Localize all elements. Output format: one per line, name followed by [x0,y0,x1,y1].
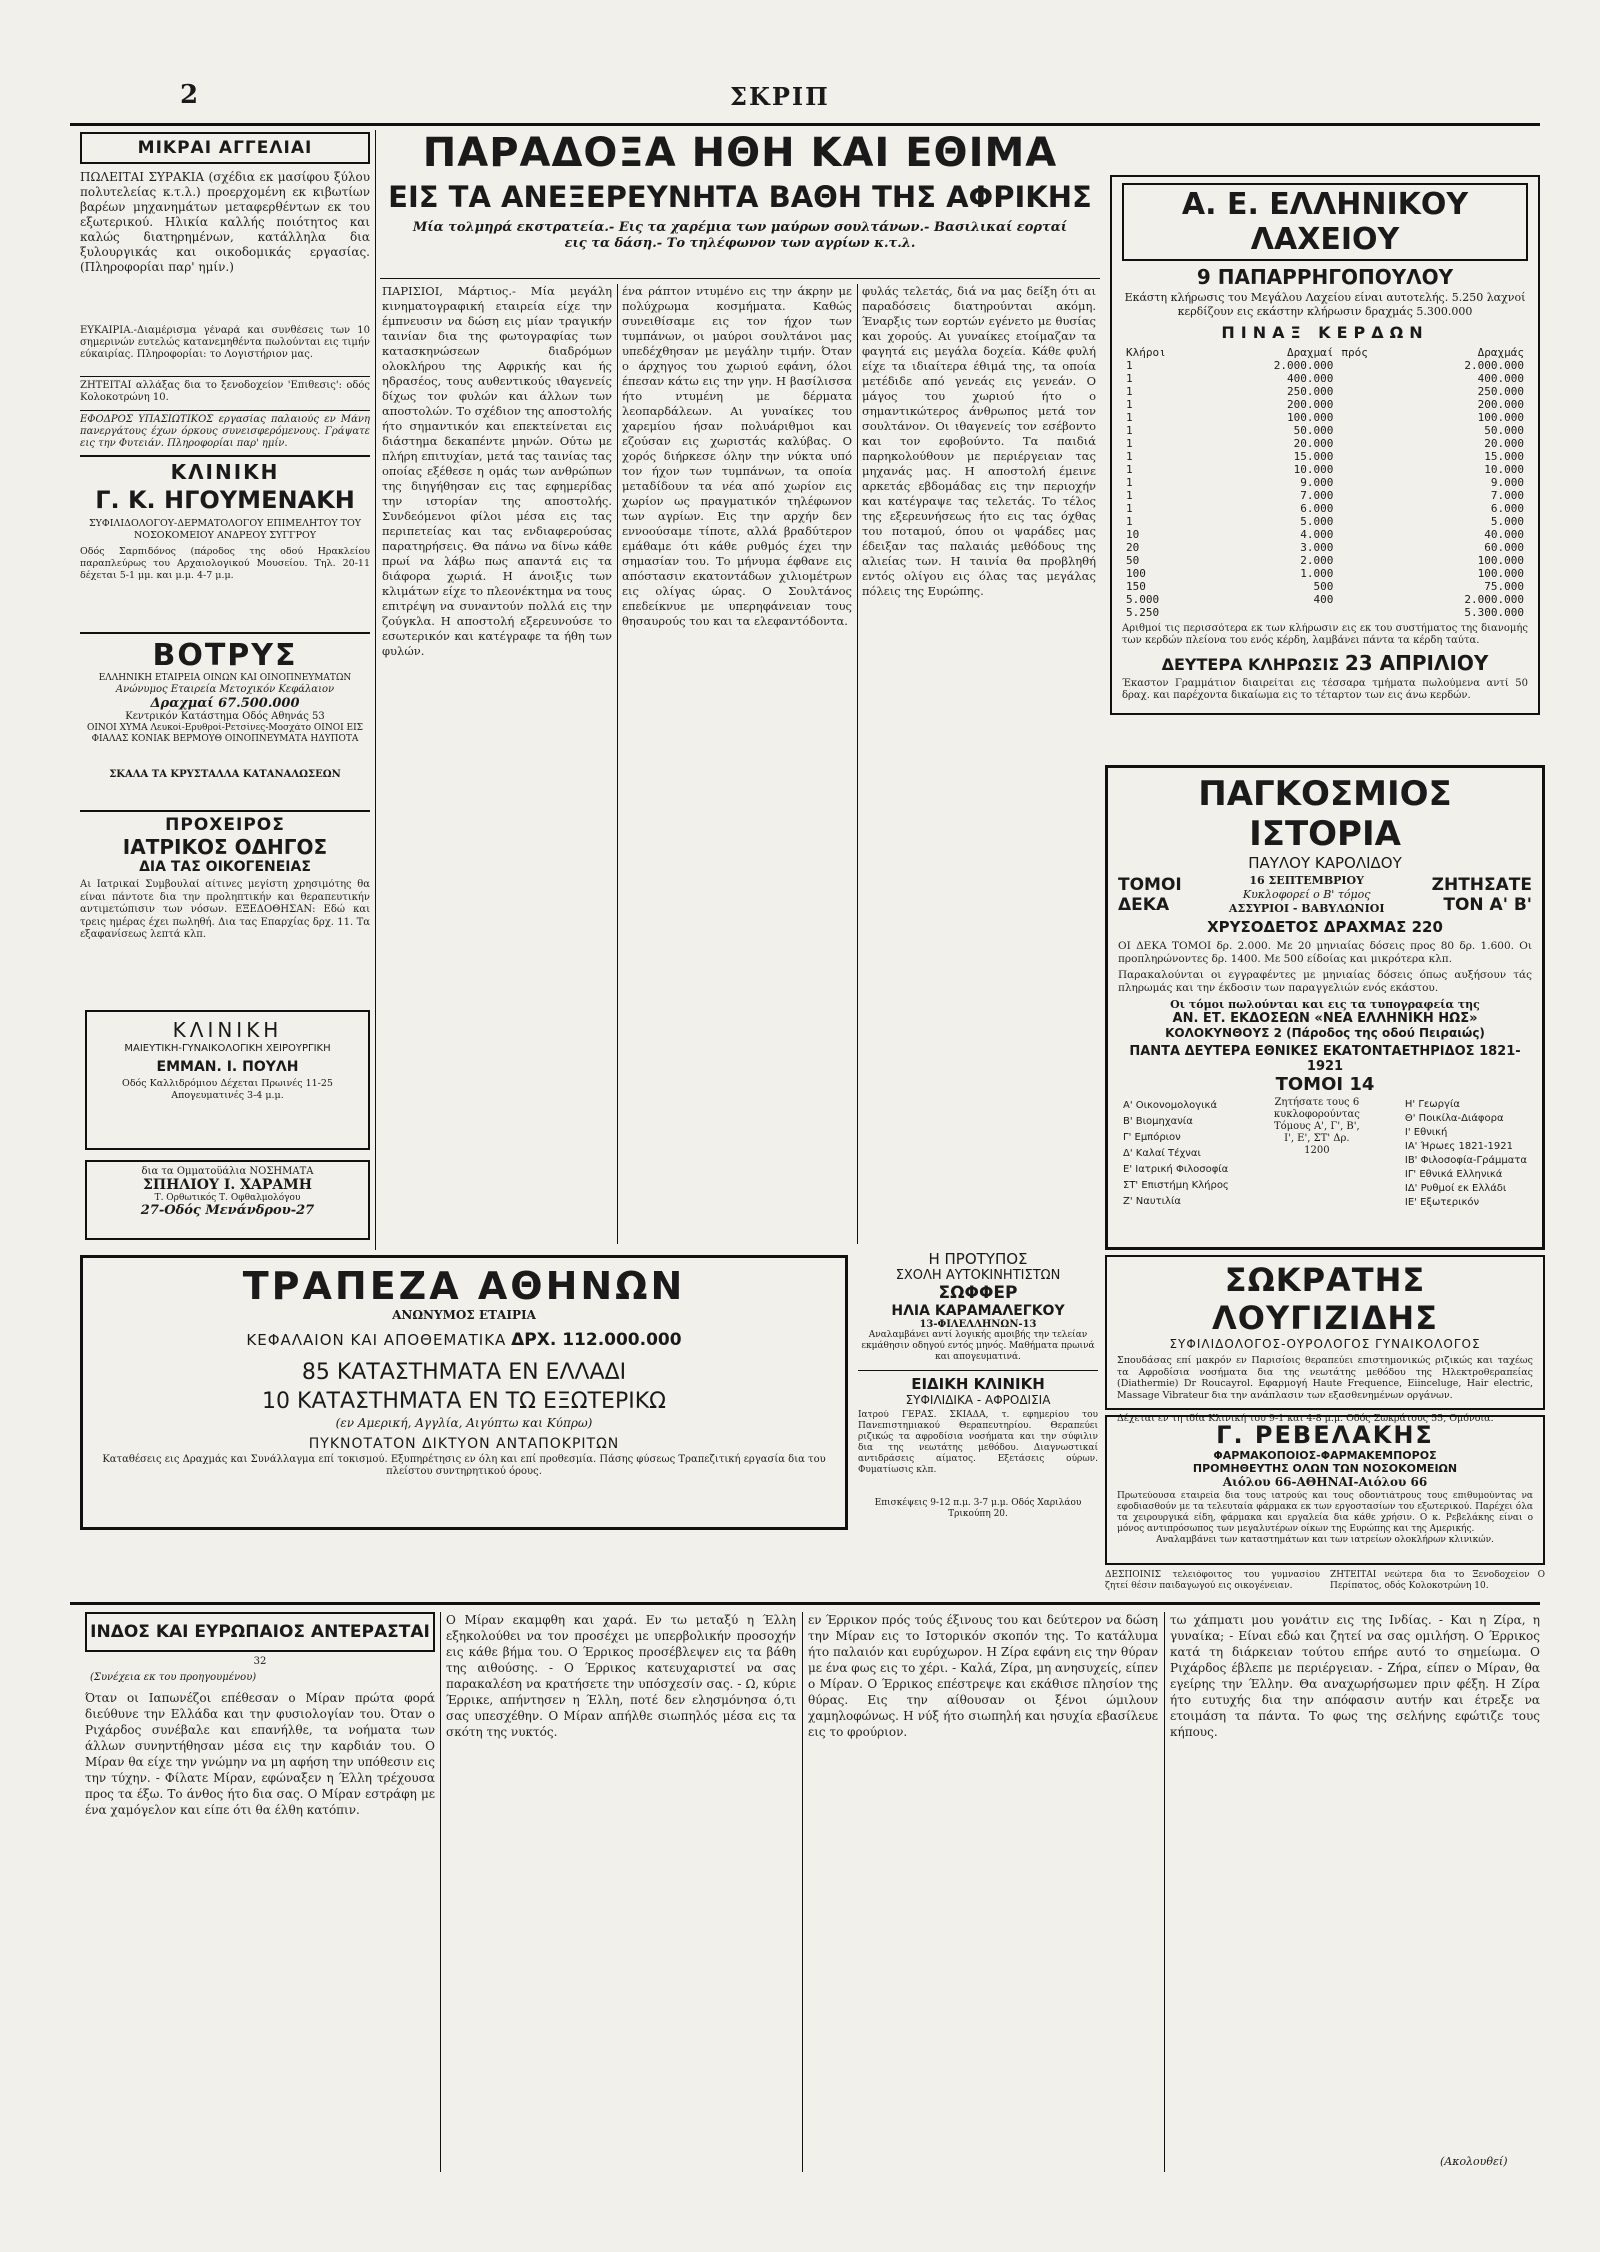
lottery-row: 100 1.000 100.000 [1126,567,1524,580]
volume-item: Θ' Ποικίλα-Διάφορα [1404,1113,1504,1124]
masthead [70,80,1530,120]
bank-name: ΤΡΑΠΕΖΑ ΑΘΗΝΩΝ [242,1264,686,1308]
paper-name: ΣΚΡΙΠ [730,82,830,111]
serial-col-2: Ο Μίραν εκαμφθη και χαρά. Εν τω μεταξύ η Έλλη εξηκολούθει να τον προσέχει με υπερβολικήν προσοχήν εις κάθε βήμα του. Ο Έρρικος προσέβλεψεν εις τα βάθη της αιθούσης. - Ο Έρρικος κατευχαριστεί να σας παρακαλέση να κρατήσετε την υπόσχεσίν σας. - Ω, κύριε Έρρικε, απήντησεν η Έλλη, ποτέ δεν ελησμόνησα ό,τι σας υπεσχέθην. Ο Μίραν απήλθε σιωπηλός μέσα εις τα σκότη της νυκτός. [446,1613,796,1739]
lottery-row: 5.250 5.300.000 [1126,606,1524,619]
lottery-row: 1 2.000.000 2.000.000 [1126,359,1524,372]
serial-signoff: (Ακολουθεί) [1440,2155,1508,2168]
volume-item: Α' Οικονομολογικά [1123,1100,1218,1111]
clinic1-title: ΚΛΙΝΙΚΗ [170,460,280,484]
votrys-ad: ΒΟΤΡΥΣ ΕΛΛΗΝΙΚΗ ΕΤΑΙΡΕΙΑ ΟΙΝΩΝ ΚΑΙ ΟΙΝΟΠΝΕΥΜΑΤΩΝ Ανώνυμος Εταιρεία Μετοχικόν Κεφάλαιον Δραχμαί 67.500.000 Κεντρικόν Κατάστημα Οδός Αθηνάς 53 ΟΙΝΟΙ ΧΥΜΑ Λευκοί-Ερυθροί-Ρετσίνες-Μοσχάτο ΟΙΝΟΙ ΕΙΣ ΦΙΑΛΑΣ ΚΟΝΙΑΚ ΒΕΡΜΟΥΘ ΟΙΝΟΠΝΕΥΜΑΤΑ ΗΔΥΠΟΤΑ ΣΚΑΛΑ ΤΑ ΚΡΥΣΤΑΛΛΑ ΚΑΤΑΝΑΛΩΣΕΩΝ [80,638,370,808]
votrys-title: ΒΟΤΡΥΣ [152,638,298,673]
lottery-row: 1 10.000 10.000 [1126,463,1524,476]
feature-headline-1: ΠΑΡΑΔΟΞΑ ΗΘΗ ΚΑΙ ΕΘΙΜΑ [422,130,1058,176]
feature-col-2: ένα ράπτον ντυμένο εις την άκρην με πολύχρωμα κοσμήματα. Καθώς συνειθίσαμε εις τον ήχον των τυμπάνων, οι μαύροι σουλτάνοι μας υπεδέχθησαν με μεγάλην τιμήν. Όταν ο άρχηγος του χωριού εφάνη, όλοι έπεσαν κάτω εις την γην. Η βασίλισσα ήτο ντυμένη με δέρματα λεοπαρδάλεων. Αι γυναίκες του χαρεμίου ήσαν πολυάριθμοι και εζούσαν εις χωριστάς καλύβας. Ο χορός διήρκεσε όλην την νύκτα υπό τον ήχον των τυμπάνων, τα οποία μεταδίδουν τα νέα από χωρίον εις χωρίον ως πραγματικόν τηλέφωνον των αγρίων. Εις την αρχήν δεν εννοούσαμε τίποτε, αλλά βραδύτερον εμάθαμε ότι κάθε ρυθμός έχει την σημασίαν του. Το μήνυμα έφθανε εις απόστασιν εκατοντάδων χιλιομέτρων εις ολίγας ώρας. Ο Σουλτάνος επεδείκνυε με υπερηφάνειαν τους θησαυρούς του και τα ελεφαντόδοντα. [622,284,852,628]
lottery-row: 1 5.000 5.000 [1126,515,1524,528]
lottery-row: 1 100.000 100.000 [1126,411,1524,424]
serial-title: ΙΝΔΟΣ ΚΑΙ ΕΥΡΩΠΑΙΟΣ ΑΝΤΕΡΑΣΤΑΙ [90,1622,430,1642]
lottery-row: 150 500 75.000 [1126,580,1524,593]
serial-episode: 32 [253,1656,267,1667]
lottery-prize-table: Κλήροι Δραχμαί πρός Δραχμάς 1 2.000.000 2.000.000 1 400.000 400.000 1 250.000 250.000 1 200.000 200.000 1 100.000 100.000 1 50.000 50.000 1 20.000 20.000 1 15.000 15.000 1 10.000 10.000 1 9.000 9.000 1 7.000 7.000 1 6.000 6.000 1 5.000 5.000 10 4.000 40.000 20 3.000 60.000 50 2.000 100.000 100 1.000 100.000 150 500 75.000 5.000 400 2.000.000 5.250 5.300.000 [1122,346,1528,619]
lottery-ad: Α. Ε. ΕΛΛΗΝΙΚΟΥ ΛΑΧΕΙΟΥ 9 ΠΑΠΑΡΡΗΓΟΠΟΥΛΟΥ Εκάστη κλήρωσις του Μεγάλου Λαχείου είναι αυτοτελής. 5.250 λαχνοί κερδίζουν εις εκάστην κλήρωσιν δραχμάς 5.300.000 ΠΙΝΑΞ ΚΕΡΔΩΝ Κλήροι Δραχμαί πρός Δραχμάς 1 2.000.000 2.000.000 1 400.000 400.000 1 250.000 250.000 1 200.000 200.000 1 100.000 100.000 1 50.000 50.000 1 20.000 20.000 1 15.000 15.000 1 10.000 10.000 1 9.000 9.000 1 7.000 7.000 1 6.000 6.000 1 5.000 5.000 10 4.000 40.000 20 3.000 60.000 50 2.000 100.000 100 1.000 100.000 150 500 75.000 5.000 400 2.000.000 5.250 5.300.000 Αριθμοί τις περισσότερα εκ των κλήρωσιν εις εκ του συστήματος της διανομής των κερδών πλείονα του ενός κέρδη, λαμβάνει πάντα τα κέρδη ταύτα. ΔΕΥΤΕΡΑ ΚΛΗΡΩΣΙΣ 23 ΑΠΡΙΛΙΟΥ Έκαστον Γραμμάτιον διαιρείται εις τέσσαρα τμήματα πωλούμενα αντί 50 δραχ. και παρέχοντα δικαίωμα εις το τέταρτον των εις άνω κερδών. [1110,175,1540,715]
small-ad-right: ΖΗΤΕΙΤΑΙ νεώτερα δια το Ξενοδοχείον Ο Περίπατος, οδός Κολοκοτρώνη 10. [1330,1570,1545,1591]
clinic1-address: Οδός Σαρπιδόνος (πάροδος της οδού Ηρακλείου παραπλεύρως του Αρχαιολογικού Μουσείου. Τηλ. 20-11 δέχεται 5-1 μμ. και μ.μ. 4-7 μ.μ. [80,546,370,581]
volume-item: Η' Γεωργία [1404,1099,1460,1110]
lottery-row: 1 15.000 15.000 [1126,450,1524,463]
clinic1-specialty: ΣΥΦΙΛΙΔΟΛΟΓΟΥ-ΔΕΡΜΑΤΟΛΟΓΟΥ ΕΠΙΜΕΛΗΤΟΥ ΤΟΥ ΝΟΣΟΚΟΜΕΙΟΥ ΑΝΔΡΕΟΥ ΣΥΓΓΡΟΥ [88,518,362,541]
clinic2-ad: ΚΛΙΝΙΚΗ ΜΑΙΕΥΤΙΚΗ-ΓΥΝΑΙΚΟΛΟΓΙΚΗ ΧΕΙΡΟΥΡΓΙΚΗ ΕΜΜΑΝ. Ι. ΠΟΥΛΗ Οδός Καλλιδρόμιου Δέχεται Πρωινές 11-25 Απογευματινές 3-4 μ.μ. [85,1010,370,1150]
doctor-name: ΣΩΚΡΑΤΗΣ ΛΟΥΓΙΖΙΔΗΣ [1212,1261,1438,1337]
lottery-row: 1 200.000 200.000 [1126,398,1524,411]
feature-headline [380,130,1100,252]
lottery-row: 20 3.000 60.000 [1126,541,1524,554]
optician-ad: δια τα Ομματοϋάλια ΝΟΣΗΜΑΤΑ ΣΠΗΛΙΟΥ Ι. ΧΑΡΑΜΗ Τ. Ορθωτικός Τ. Οφθαλμολόγου 27-Οδός Μενάνδρου-27 [85,1160,370,1240]
lottery-row: 1 9.000 9.000 [1126,476,1524,489]
lottery-row: 1 20.000 20.000 [1126,437,1524,450]
volume-item: ΙΒ' Φιλοσοφία-Γράμματα [1404,1155,1527,1166]
volume-item: Ε' Ιατρική Φιλοσοφία [1123,1164,1229,1175]
lottery-row: 1 400.000 400.000 [1126,372,1524,385]
serial-header [85,1612,435,1652]
pharmacy-ad: Γ. ΡΕΒΕΛΑΚΗΣ ΦΑΡΜΑΚΟΠΟΙΟΣ-ΦΑΡΜΑΚΕΜΠΟΡΟΣ ΠΡΟΜΗΘΕΥΤΗΣ ΟΛΩΝ ΤΩΝ ΝΟΣΟΚΟΜΕΙΩΝ Αιόλου 66-ΑΘΗΝΑΙ-Αιόλου 66 Πρωτεύουσα εταιρεία δια τους ιατρούς και τους οδοντιάτρους τους επιθυμούντας να εφοδιασθούν με τα τελευταία φάρμακα εκ των εργοστασίων του εξωτερικού. Παρέχει όλα τα χειρουργικά είδη, φάρμακα και εργαλεία δια κάθε χρήσιν. Ο κ. Ρεβελάκης είναι ο μόνος αντιπρόσωπος των μεγαλυτέρων οίκων της Ευρώπης και της Αμερικής. Αναλαμβάνει των καταστημάτων και των ιατρείων ολοκλήρων κλινικών. [1105,1415,1545,1565]
doctor-ad: ΣΩΚΡΑΤΗΣ ΛΟΥΓΙΖΙΔΗΣ ΣΥΦΙΛΙΔΟΛΟΓΟΣ-ΟΥΡΟΛΟΓΟΣ ΓΥΝΑΙΚΟΛΟΓΟΣ Σπουδάσας επί μακρόν εν Παρισίοις θεραπεύει επιστημονικώς ριζικώς και ταχέως τα Αφροδίσια νοσήματα δια της νεωτάτης μεθόδου της Ηλεκτροθεραπείας (Diathermie) Dr Roucayrol. Εφαρμογή Haute Frequence, Eiinceluge, Hair electric, Massage Vibrateur δια την ανάπλασιν των εξασθενημένων οργάνων. Δέχεται εν τη ιδία Κλινική του 9-1 και 4-8 μ.μ. Οδός Σωκράτους 55, Ομόνοια. [1105,1255,1545,1410]
lottery-row: 1 50.000 50.000 [1126,424,1524,437]
lottery-title: Α. Ε. ΕΛΛΗΝΙΚΟΥ ΛΑΧΕΙΟΥ [1122,183,1528,261]
serial-col-4: τω χάπματι μου γονάτιν εις της Ινδίας. - Και η Ζίρα, η γυναίκα; - Είναι εδώ και ζητεί να σας ομιλήση. Ο Έρρικος κατά τη διάρκειαν τούτου επήρε αυτό το σημείωμα. Ο Ριχάρδος έβλεπε με περιέργειαν. - Ζήρα, είπεν ο Μίραν, θα εγείρης την Έλλην. Θα αναχωρήσωμεν πριν φέξη. Η Ζίρα ήτο ευτυχής δια την απόφασιν αυτήν και έτρεξε να ετοιμάση τα πάντα. Το φως της σελήνης εφώτιζε τους κήπους. [1170,1613,1540,1739]
volume-item: Ζ' Ναυτιλία [1123,1196,1181,1207]
medical-guide-ad: ΠΡΟΧΕΙΡΟΣ ΙΑΤΡΙΚΟΣ ΟΔΗΓΟΣ ΔΙΑ ΤΑΣ ΟΙΚΟΓΕΝΕΙΑΣ Αι Ιατρικαί Συμβουλαί αίτινες μεγίστη χρησιμότης θα είναι πάντοτε δια την προληπτικήν και θεραπευτικήν αντιμετώπισιν των νόσων. ΕΞΕΔΟΘΗΣΑΝ: Εδώ και τρεις ημέρας έχει πωληθή. Δια τας Επαρχίας δρχ. 11. Τα εξαφανίσεως λεπτά κλπ. [80,815,370,940]
history-title: ΠΑΓΚΟΣΜΙΟΣ ΙΣΤΟΡΙΑ [1198,774,1452,854]
volume-item: ΙΑ' Ήρωες 1821-1921 [1404,1141,1513,1152]
serial-col-1: Όταν οι Ιαπωνέζοι επέθεσαν ο Μίραν πρώτα φορά διεύθυνε την Ελλάδα και την φυσιολογίαν του. Όταν ο Ριχάρδος συνέβαλε και επανήλθε, τα νοήματα των άλλων συνηντήθησαν μέσα εις την καρδιάν του. Ο Μίραν θα είχε την γνώμην να μη αφήση την υπόθεσιν εις την τύχην. - Φίλατε Μίραν, εφώναξεν η Έλλη τρέχουσα προς τα έξω. Το άνθος ήτο δια σας. Ο Μίραν εστράφη με ένα χαμόγελον και είπε ότι θα έλθη κατόπιν. [85,1691,435,1817]
lottery-row: 1 7.000 7.000 [1126,489,1524,502]
classified-ad-2: ΕΥΚΑΙΡΙΑ.-Διαμέρισμα γέναρά και συνθέσεις των 10 σημερινών ευτελώς κατανεμηθέντα πωλούνται εις τιμήν εύκαιρίας. Πληροφορίαι: το Λογιστήριον μας. [80,325,370,360]
volume-item: Ι' Εθνική [1404,1127,1448,1138]
classified-ad-3: ΖΗΤΕΙΤΑΙ αλλάξας δια το ξενοδοχείον 'Επιθεσις': οδός Κολοκοτρώνη 10. [80,380,370,403]
feature-col-1: ΠΑΡΙΣΙΟΙ, Μάρτιος.- Μία μεγάλη κινηματογραφική εταιρεία είχε την έμπνευσιν να δώση εις μίαν τραγικήν ταινίαν δια της φωτογραφίας των κατασκηνώσεων διαδρόμων ολοκλήρου της Αφρικής και ής ηδρασέος, τους αυθεντικούς ιθαγενείς δίχως τον φυλών και άλλων των αποστολών. Το σχέδιον της αποστολής ήτο σημαντικόν και επεκτείνεται εις διάστημα δεκαπέντε μηνών. Ούτω με πλήρη επιτυχίαν, μετά τας ταινίας τας οποίας εξέθεσε η ομάς των ανθρώπων της διηγήθησαν εις τας εφημερίδας την ιστορίαν της αποστολής. Συνδεόμενοι φίλοι μέσα εις τας περιπετείας και τας ενδιαφερούσας παρατηρήσεις. Θα πάνω να δίνω κάθε πρωί να λάβω πως απαντά εις τα διάφορα χωριά. Η άνοιξις των κλιμάτων είχε το πλεονέκτημα να τους επιτρέψη να συναντούν πολλά εις την ζούγκλα. Η αποστολή εξερευνούσε το εσωτερικόν και κατέγραφε τα ήθη των φυλών. [382,284,612,658]
lottery-row: 50 2.000 100.000 [1126,554,1524,567]
lottery-row: 5.000 400 2.000.000 [1126,593,1524,606]
feature-col-3: φυλάς τελετάς, διά να μας δείξη ότι αι παραδόσεις διατηρούνται ακόμη. Έναρξις των εορτών εγένετο με θυσίας και χορούς. Αι γυναίκες ετοίμαζαν τα φαγητά εις μεγάλα δοχεία. Κάθε φυλή είχε τα ιδιαίτερα έθιμά της, τα οποία μετέδιδε από γενεάς εις γενεάν. Ο μάγος του χωριού ήτο ο σημαντικώτερος άνθρωπος μετά τον σουλτάνον. Οι ιθαγενείς τον εσέβοντο και τον εφοβούντο. Τα παιδιά παρηκολούθουν με περιέργειαν τας μηχανάς μας. Η αποστολή έμεινε αρκετάς εβδομάδας εις την περιοχήν και κατέγραψε τας τελετάς. Το τέλος της εξερευνήσεως ήτο εις τας όχθας του ποταμού, όπου οι ψαράδες μας έδειξαν τας παλαιάς μεθόδους της αλιείας των. Η ταινία θα προβληθή εντός ολίγου εις όλας τας μεγάλας πόλεις της Ευρώπης. [862,284,1096,598]
serial-continuation: (Συνέχεια εκ του προηγουμένου) [90,1672,257,1683]
classifieds-header: ΜΙΚΡΑΙ ΑΓΓΕΛΙΑΙ [80,132,370,164]
volume-item: Β' Βιομηχανία [1123,1116,1193,1127]
page-number: 2 [180,80,199,110]
feature-deck: Μία τολμηρά εκστρατεία.- Εις τα χαρέμια των μαύρων σουλτάνων.- Βασιλικαί εορταί εις τα δάση.- Το τηλέφωνον των αγρίων κ.τ.λ. [412,220,1068,251]
history-volumes: Α' Οικονομολογικά Β' Βιομηχανία Γ' Εμπόριον Δ' Καλαί Τέχναι Ε' Ιατρική Φιλοσοφία ΣΤ' Επιστήμη Κλήρος Ζ' Ναυτιλία Ζητήσατε τους 6 κυκλοφορούντας Τόμους Α', Γ', Β', Ι', Ε', ΣΤ' Δρ. 1200 Η' Γεωργία Θ' Ποικίλα-Διάφορα Ι' Εθνική ΙΑ' Ήρωες 1821-1921 ΙΒ' Φιλοσοφία-Γράμματα ΙΓ' Εθνικά Ελληνικά ΙΔ' Ρυθμοί εκ Ελλάδι ΙΕ' Εξωτερικόν [1118,1097,1532,1211]
volume-item: ΙΔ' Ρυθμοί εκ Ελλάδι [1404,1183,1507,1194]
lottery-row: 1 6.000 6.000 [1126,502,1524,515]
lottery-row: 1 250.000 250.000 [1126,385,1524,398]
clinic1-doctor: Γ. Κ. ΗΓΟΥΜΕΝΑΚΗ [95,486,355,514]
special-clinic-ad: ΕΙΔΙΚΗ ΚΛΙΝΙΚΗ ΣΥΦΙΛΙΔΙΚΑ - ΑΦΡΟΔΙΣΙΑ Ιατρού ΓΕΡΑΣ. ΣΚΙΑΔΑ, τ. εφημερίου του Πανεπιστημιακού Θεραπευτηρίου. Θεραπεύει ριζικώς τα αφροδίσια νοσήματα και την σύφιλιν δια της νεωτάτης μεθόδου. Διαγνωστικαί αντιδράσεις αίματος. Εξετάσεις ούρων. Φυματίωσις κλπ. Επισκέψεις 9-12 π.μ. 3-7 μ.μ. Οδός Χαριλάου Τρικούπη 20. [858,1375,1098,1519]
classified-ad-4: ΕΦΟΔΡΟΣ ΥΠΑΣΙΩΤΙΚΟΣ εργασίας παλαιούς εν Μάνη πανεργάτους έχων όρκους συνεισφερόμενους. Γράψατε εις την Φυτειάν. Πληροφορίαι παρ' ημίν. [80,414,370,449]
volume-item: ΙΕ' Εξωτερικόν [1404,1197,1480,1208]
volume-item: Δ' Καλαί Τέχναι [1123,1148,1201,1159]
lottery-row: 10 4.000 40.000 [1126,528,1524,541]
lottery-draw: ΔΕΥΤΕΡΑ ΚΛΗΡΩΣΙΣ 23 ΑΠΡΙΛΙΟΥ [1161,651,1489,675]
driving-school-ad: Η ΠΡΟΤΥΠΟΣ ΣΧΟΛΗ ΑΥΤΟΚΙΝΗΤΙΣΤΩΝ ΣΩΦΦΕΡ ΗΛΙΑ ΚΑΡΑΜΑΛΕΓΚΟΥ 13-ΦΙΛΕΛΛΗΝΩΝ-13 Αναλαμβάνει αντί λογικής αμοιβής την τελείαν εκμάθησιν οδηγού εντός μηνός. Μαθήματα πρωινά και απογευματινά. [861,1250,1095,1362]
masthead-rule [70,123,1540,126]
volume-item: ΙΓ' Εθνικά Ελληνικά [1404,1169,1503,1180]
history-ad: ΠΑΓΚΟΣΜΙΟΣ ΙΣΤΟΡΙΑ ΠΑΥΛΟΥ ΚΑΡΟΛΙΔΟΥ ΤΟΜΟΙ ΔΕΚΑ 16 ΣΕΠΤΕΜΒΡΙΟΥ Κυκλοφορεί ο Β' τόμος ΑΣΣΥΡΙΟΙ - ΒΑΒΥΛΩΝΙΟΙ ΖΗΤΗΣΑΤΕ ΤΟΝ Α' Β' ΧΡΥΣΟΔΕΤΟΣ ΔΡΑΧΜΑΣ 220 ΟΙ ΔΕΚΑ ΤΟΜΟΙ δρ. 2.000. Με 20 μηνιαίας δόσεις προς 80 δρ. 1.600. Οι προπληρώνοντες δρ. 1400. Με 500 είδοίας και μικρότερα κλπ. Παρακαλούνται οι εγγραφέντες με μηνιαίας δόσεις όπως αυξήσουν τάς πληρωμάς και την έκδοσιν των παραγγελιών ενός εκάστου. Οι τόμοι πωλούνται και εις τα τυπογραφεία της ΑΝ. ΕΤ. ΕΚΔΟΣΕΩΝ «ΝΕΑ ΕΛΛΗΝΙΚΗ ΗΩΣ» ΚΟΛΟΚΥΝΘΟΥΣ 2 (Πάροδος της οδού Πειραιώς) ΠΑΝΤΑ ΔΕΥΤΕΡΑ ΕΘΝΙΚΕΣ ΕΚΑΤΟΝΤΑΕΤΗΡΙΔΟΣ 1821-1921 ΤΟΜΟΙ 14 Α' Οικονομολογικά Β' Βιομηχανία Γ' Εμπόριον Δ' Καλαί Τέχναι Ε' Ιατρική Φιλοσοφία ΣΤ' Επιστήμη Κλήρος Ζ' Ναυτιλία Ζητήσατε τους 6 κυκλοφορούντας Τόμους Α', Γ', Β', Ι', Ε', ΣΤ' Δρ. 1200 Η' Γεωργία Θ' Ποικίλα-Διάφορα Ι' Εθνική ΙΑ' Ήρωες 1821-1921 ΙΒ' Φιλοσοφία-Γράμματα ΙΓ' Εθνικά Ελληνικά ΙΔ' Ρυθμοί εκ Ελλάδι ΙΕ' Εξωτερικόν [1105,765,1545,1250]
pharmacy-name: Γ. ΡΕΒΕΛΑΚΗΣ [1216,1421,1434,1449]
small-ad-left: ΔΕΣΠΟΙΝΙΣ τελειόφοιτος του γυμνασίου ζητεί θέσιν παιδαγωγού εις οικογένειαν. [1105,1570,1320,1591]
bank-ad: ΤΡΑΠΕΖΑ ΑΘΗΝΩΝ ΑΝΩΝΥΜΟΣ ΕΤΑΙΡΙΑ ΚΕΦΑΛΑΙΟΝ ΚΑΙ ΑΠΟΘΕΜΑΤΙΚΑ ΔΡΧ. 112.000.000 85 ΚΑΤΑΣΤΗΜΑΤΑ ΕΝ ΕΛΛΑΔΙ 10 ΚΑΤΑΣΤΗΜΑΤΑ ΕΝ ΤΩ ΕΞΩΤΕΡΙΚΩ (εν Αμερική, Αγγλία, Αιγύπτω και Κύπρω) ΠΥΚΝΟΤΑΤΟΝ ΔΙΚΤΥΟΝ ΑΝΤΑΠΟΚΡΙΤΩΝ Καταθέσεις εις Δραχμάς και Συνάλλαγμα επί τοκισμού. Εξυπηρέτησις εν όλη και επί προθεσμία. Πάσης φύσεως Τραπεζιτική εργασία δια του πλείστου συντηρητικού όρους. [80,1255,848,1530]
feature-headline-2: ΕΙΣ ΤΑ ΑΝΕΞΕΡΕΥΝΗΤΑ ΒΑΘΗ ΤΗΣ ΑΦΡΙΚΗΣ [388,180,1092,214]
volume-item: ΣΤ' Επιστήμη Κλήρος [1123,1180,1229,1191]
clinic1-ad [80,460,370,630]
serial-col-3: εν Έρρικον πρός τούς έξινους του και δεύτερον να δώση την Μίραν εις το Ιστορικόν σκοπόν της. Το κατάλυμα ήτο παλαιόν και ευρύχωρον. Η Ζίρα εφάνη εις την θύραν με ένα φως εις το χέρι. - Καλά, Ζίρα, μη ανησυχείς, είπεν ο Μίραν. Ο Έρρικος επέστρεψε και εκάθισε πλησίον της θύρας. Εις την αίθουσαν οι ξένοι ώμιλουν χαμηλοφώνως. Η νύξ ήτο σιωπηλή και ησυχία εβασίλευε εις το φρούριον. [808,1613,1158,1739]
volume-item: Γ' Εμπόριον [1123,1132,1181,1143]
classified-ad-1: ΠΩΛΕΙΤΑΙ ΣΥΡΑΚΙΑ (σχέδια εκ μασίφου ξύλου πολυτελείας κ.τ.λ.) προερχομένη εκ κιβωτίων βαρέων μηχανημάτων μεταφερθέντων εκ του εξωτερικού. Ηλικία καλλής ποιότητος και καλώς διατηρημένων, κατάλληλα δια ξυλουργικάς και οικοδομικάς εργασίας. (Πληροφορίαι παρ' ημίν.) [80,170,370,274]
